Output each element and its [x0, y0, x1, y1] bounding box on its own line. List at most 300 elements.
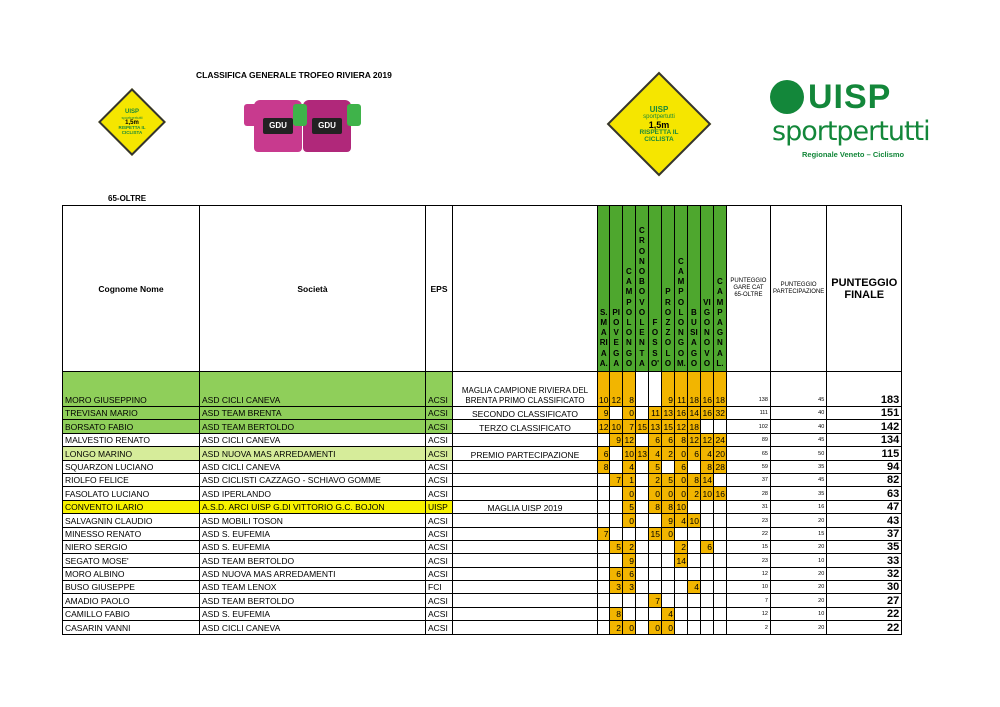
final-score: 94 — [827, 460, 902, 473]
table-row — [63, 500, 902, 513]
race-score — [687, 567, 700, 580]
points-cat-cell: 22 — [726, 527, 770, 540]
race-score: 8 — [661, 500, 674, 513]
race-score — [635, 594, 648, 607]
col-header-race: FOSSO' — [648, 206, 661, 372]
race-score — [687, 500, 700, 513]
eps-cell: ACSI — [426, 567, 453, 580]
race-score: 10 — [598, 372, 610, 407]
eps-cell: ACSI — [426, 594, 453, 607]
rispetta-ciclista-logo-center: UISP sportpertutti 1,5m RISPETTA IL CICLISTA — [607, 72, 711, 176]
team-name: ASD S. EUFEMIA — [200, 527, 426, 540]
race-score — [635, 540, 648, 553]
award-note — [453, 554, 598, 567]
table-row — [63, 460, 902, 473]
table-row — [63, 567, 902, 580]
race-score — [610, 514, 622, 527]
team-name: ASD MOBILI TOSON — [200, 514, 426, 527]
race-score — [635, 372, 648, 407]
race-score — [610, 487, 622, 500]
race-score — [700, 621, 713, 634]
race-score — [687, 460, 700, 473]
race-score — [598, 433, 610, 446]
eps-cell: ACSI — [426, 372, 453, 407]
final-score: 32 — [827, 567, 902, 580]
race-score — [598, 500, 610, 513]
race-score: 0 — [622, 487, 635, 500]
race-score — [622, 594, 635, 607]
race-score — [700, 554, 713, 567]
race-score: 4 — [622, 460, 635, 473]
team-name: ASD TEAM BERTOLDO — [200, 420, 426, 433]
race-score — [687, 554, 700, 567]
race-score — [635, 473, 648, 486]
race-score: 7 — [622, 420, 635, 433]
jersey-image-2: GDU — [303, 100, 351, 152]
team-name: ASD CICLISTI CAZZAGO - SCHIAVO GOMME — [200, 473, 426, 486]
race-score — [700, 581, 713, 594]
race-score — [713, 594, 726, 607]
race-score: 10 — [611, 421, 621, 432]
eps-cell: ACSI — [426, 487, 453, 500]
participation-cell: 40 — [770, 420, 826, 433]
athlete-name: TREVISAN MARIO — [63, 407, 200, 420]
race-score — [687, 594, 700, 607]
athlete-name: MINESSO RENATO — [63, 527, 200, 540]
race-score — [648, 514, 661, 527]
race-score — [713, 473, 726, 486]
table-row — [63, 407, 902, 420]
race-score: 6 — [674, 460, 687, 473]
award-note: PREMIO PARTECIPAZIONE — [453, 447, 598, 460]
race-score — [661, 581, 674, 594]
race-score — [622, 527, 635, 540]
race-score: 6 — [687, 447, 700, 460]
race-score: 11 — [648, 407, 661, 420]
col-header-race: PIOVEGA — [610, 206, 622, 372]
ranking-table — [62, 205, 902, 635]
col-header-note — [453, 206, 598, 372]
eps-cell: ACSI — [426, 420, 453, 433]
race-score: 8 — [648, 500, 661, 513]
race-score: 4 — [661, 607, 674, 620]
race-score — [674, 527, 687, 540]
race-score — [674, 567, 687, 580]
table-row — [63, 554, 902, 567]
table-row — [63, 527, 902, 540]
race-score — [610, 500, 622, 513]
team-name: ASD TEAM LENOX — [200, 581, 426, 594]
final-score: 134 — [827, 433, 902, 446]
points-cat-cell: 65 — [726, 447, 770, 460]
race-score: 6 — [610, 567, 622, 580]
race-score: 13 — [635, 447, 648, 460]
race-score — [648, 581, 661, 594]
race-score — [598, 567, 610, 580]
race-score: 9 — [622, 554, 635, 567]
race-score — [713, 527, 726, 540]
participation-cell: 45 — [770, 372, 826, 407]
final-score: 43 — [827, 514, 902, 527]
points-cat-cell: 102 — [726, 420, 770, 433]
final-score: 47 — [827, 500, 902, 513]
race-score — [661, 567, 674, 580]
athlete-name: FASOLATO LUCIANO — [63, 487, 200, 500]
race-score: 3 — [622, 581, 635, 594]
participation-cell: 15 — [770, 527, 826, 540]
team-name: ASD NUOVA MAS ARREDAMENTI — [200, 567, 426, 580]
race-score — [713, 567, 726, 580]
race-score: 28 — [713, 460, 726, 473]
race-score — [648, 607, 661, 620]
race-score — [674, 581, 687, 594]
athlete-name: BUSO GIUSEPPE — [63, 581, 200, 594]
award-note — [453, 594, 598, 607]
points-cat-cell: 2 — [726, 621, 770, 634]
col-header-name: Cognome Nome — [63, 206, 200, 372]
eps-cell: ACSI — [426, 514, 453, 527]
final-score: 63 — [827, 487, 902, 500]
col-header-team: Società — [200, 206, 426, 372]
race-score — [687, 540, 700, 553]
race-score — [700, 594, 713, 607]
race-score: 9 — [598, 407, 610, 420]
points-cat-cell: 37 — [726, 473, 770, 486]
eps-cell: ACSI — [426, 527, 453, 540]
race-score — [674, 621, 687, 634]
rispetta-ciclista-logo-left: UISP sportpertutti 1,5m RISPETTA IL CICLISTA — [98, 88, 166, 156]
race-score — [635, 514, 648, 527]
final-score: 183 — [827, 372, 902, 407]
race-score — [598, 581, 610, 594]
points-cat-cell: 31 — [726, 500, 770, 513]
points-cat-cell: 15 — [726, 540, 770, 553]
race-score — [635, 433, 648, 446]
participation-cell: 20 — [770, 514, 826, 527]
race-score: 1 — [622, 473, 635, 486]
race-score: 12 — [687, 433, 700, 446]
participation-cell: 20 — [770, 621, 826, 634]
race-score: 6 — [661, 433, 674, 446]
participation-cell: 50 — [770, 447, 826, 460]
race-score: 0 — [622, 514, 635, 527]
race-score — [661, 554, 674, 567]
race-score: 7 — [610, 473, 622, 486]
race-score: 3 — [610, 581, 622, 594]
race-score — [635, 607, 648, 620]
participation-cell: 20 — [770, 567, 826, 580]
race-score: 0 — [661, 527, 674, 540]
points-cat-cell: 7 — [726, 594, 770, 607]
award-note — [453, 514, 598, 527]
eps-cell: ACSI — [426, 433, 453, 446]
team-name: ASD NUOVA MAS ARREDAMENTI — [200, 447, 426, 460]
race-score: 2 — [661, 447, 674, 460]
race-score — [713, 540, 726, 553]
athlete-name: MORO GIUSEPPINO — [63, 372, 200, 407]
athlete-name: SEGATO MOSE' — [63, 554, 200, 567]
table-row — [63, 433, 902, 446]
race-score: 4 — [648, 447, 661, 460]
race-score: 2 — [648, 473, 661, 486]
award-note: MAGLIA CAMPIONE RIVIERA DEL BRENTA PRIMO CLASSIFICATO — [453, 372, 598, 407]
points-cat-cell: 89 — [726, 433, 770, 446]
race-score — [635, 407, 648, 420]
award-note — [453, 581, 598, 594]
table-row — [63, 581, 902, 594]
race-score — [700, 500, 713, 513]
race-score: 12 — [599, 421, 609, 432]
race-score: 8 — [687, 473, 700, 486]
athlete-name: SALVAGNIN CLAUDIO — [63, 514, 200, 527]
team-name: ASD CICLI CANEVA — [200, 372, 426, 407]
race-score — [687, 607, 700, 620]
table-row — [63, 473, 902, 486]
team-name: ASD TEAM BERTOLDO — [200, 594, 426, 607]
race-score — [648, 567, 661, 580]
eps-cell: ACSI — [426, 447, 453, 460]
athlete-name: CONVENTO ILARIO — [63, 500, 200, 513]
col-header-participation: PUNTEGGIO PARTECIPAZIONE — [770, 206, 826, 372]
race-score: 5 — [648, 460, 661, 473]
race-score — [713, 554, 726, 567]
race-score — [635, 581, 648, 594]
points-cat-cell: 23 — [726, 554, 770, 567]
race-score: 6 — [700, 540, 713, 553]
eps-cell: ACSI — [426, 621, 453, 634]
race-score: 24 — [713, 433, 726, 446]
participation-cell: 16 — [770, 500, 826, 513]
page-title: CLASSIFICA GENERALE TROFEO RIVIERA 2019 — [196, 70, 392, 80]
participation-cell: 35 — [770, 487, 826, 500]
race-score — [700, 567, 713, 580]
col-header-eps: EPS — [426, 206, 453, 372]
col-header-race: CAMPOLONGO — [622, 206, 635, 372]
race-score — [700, 527, 713, 540]
col-header-final: PUNTEGGIO FINALE — [827, 206, 902, 372]
final-score: 33 — [827, 554, 902, 567]
athlete-name: BORSATO FABIO — [63, 420, 200, 433]
race-score: 9 — [661, 514, 674, 527]
final-score: 30 — [827, 581, 902, 594]
race-score — [713, 500, 726, 513]
race-score — [635, 487, 648, 500]
col-header-race: PROZZOLO — [661, 206, 674, 372]
athlete-name: MORO ALBINO — [63, 567, 200, 580]
race-score: 16 — [674, 407, 687, 420]
final-score: 22 — [827, 607, 902, 620]
team-name: ASD CICLI CANEVA — [200, 460, 426, 473]
race-score: 2 — [687, 487, 700, 500]
participation-cell: 20 — [770, 540, 826, 553]
race-score — [713, 607, 726, 620]
eps-cell: ACSI — [426, 460, 453, 473]
race-score — [598, 554, 610, 567]
race-score — [610, 407, 622, 420]
race-score: 0 — [674, 487, 687, 500]
race-score — [648, 372, 661, 407]
race-score — [598, 621, 610, 634]
race-score: 5 — [661, 473, 674, 486]
final-score: 35 — [827, 540, 902, 553]
participation-cell: 45 — [770, 473, 826, 486]
race-score — [635, 460, 648, 473]
team-name: ASD S. EUFEMIA — [200, 540, 426, 553]
race-score — [610, 527, 622, 540]
table-row — [63, 420, 902, 433]
table-row — [63, 540, 902, 553]
eps-cell: FCI — [426, 581, 453, 594]
race-score — [610, 554, 622, 567]
race-score: 0 — [622, 407, 635, 420]
participation-cell: 20 — [770, 581, 826, 594]
team-name: ASD IPERLANDO — [200, 487, 426, 500]
race-score: 4 — [700, 447, 713, 460]
table-row — [63, 621, 902, 634]
award-note — [453, 607, 598, 620]
cyclist-icon — [770, 80, 804, 114]
race-score — [713, 621, 726, 634]
race-score: 8 — [674, 433, 687, 446]
race-score — [661, 594, 674, 607]
race-score — [635, 527, 648, 540]
race-score: 2 — [674, 540, 687, 553]
col-header-race: CAMPOLONGO M. — [674, 206, 687, 372]
race-score: 13 — [661, 407, 674, 420]
race-score: 14 — [674, 554, 687, 567]
race-score: 12 — [622, 433, 635, 446]
jersey-image-1: GDU — [254, 100, 302, 152]
race-score — [598, 487, 610, 500]
race-score — [687, 621, 700, 634]
final-score: 115 — [827, 447, 902, 460]
points-cat-cell: 111 — [726, 407, 770, 420]
points-cat-cell: 10 — [726, 581, 770, 594]
race-score: 4 — [687, 581, 700, 594]
race-score — [648, 540, 661, 553]
race-score: 0 — [661, 487, 674, 500]
race-score: 9 — [610, 433, 622, 446]
race-score — [700, 420, 713, 433]
category-label: 65-OLTRE — [108, 194, 147, 203]
race-score: 12 — [674, 420, 687, 433]
race-score: 0 — [622, 621, 635, 634]
race-score: 6 — [598, 447, 610, 460]
race-score — [635, 567, 648, 580]
col-header-race: S. MARIA A. — [598, 206, 610, 372]
athlete-name: LONGO MARINO — [63, 447, 200, 460]
race-score: 8 — [622, 372, 635, 407]
award-note — [453, 527, 598, 540]
final-score: 151 — [827, 407, 902, 420]
race-score: 15 — [635, 420, 648, 433]
race-score: 16 — [700, 407, 713, 420]
race-score: 2 — [622, 540, 635, 553]
race-score — [635, 621, 648, 634]
race-score: 18 — [687, 420, 700, 433]
race-score — [648, 554, 661, 567]
points-cat-cell: 138 — [726, 372, 770, 407]
award-note: TERZO CLASSIFICATO — [453, 420, 598, 433]
athlete-name: CASARIN VANNI — [63, 621, 200, 634]
race-score: 10 — [674, 500, 687, 513]
final-score: 22 — [827, 621, 902, 634]
bike-car-icon: 1,5m — [125, 120, 139, 126]
race-score — [635, 554, 648, 567]
race-score — [598, 514, 610, 527]
race-score: 18 — [713, 372, 726, 407]
race-score: 7 — [598, 527, 610, 540]
race-score: 16 — [700, 372, 713, 407]
race-score: 16 — [713, 487, 726, 500]
race-score — [622, 607, 635, 620]
race-score: 0 — [674, 473, 687, 486]
race-score — [713, 514, 726, 527]
award-note: SECONDO CLASSIFICATO — [453, 407, 598, 420]
eps-cell: ACSI — [426, 554, 453, 567]
award-note — [453, 567, 598, 580]
participation-cell: 40 — [770, 407, 826, 420]
athlete-name: MALVESTIO RENATO — [63, 433, 200, 446]
eps-cell: ACSI — [426, 540, 453, 553]
final-score: 37 — [827, 527, 902, 540]
race-score — [674, 607, 687, 620]
eps-cell: ACSI — [426, 407, 453, 420]
race-score: 0 — [674, 447, 687, 460]
table-row — [63, 447, 902, 460]
race-score: 6 — [648, 433, 661, 446]
participation-cell: 10 — [770, 554, 826, 567]
athlete-name: SQUARZON LUCIANO — [63, 460, 200, 473]
race-score — [610, 447, 622, 460]
award-note — [453, 487, 598, 500]
race-score: 10 — [622, 447, 635, 460]
race-score: 5 — [610, 540, 622, 553]
race-score — [687, 527, 700, 540]
race-score: 7 — [648, 594, 661, 607]
athlete-name: NIERO SERGIO — [63, 540, 200, 553]
race-score — [713, 581, 726, 594]
final-score: 27 — [827, 594, 902, 607]
points-cat-cell: 12 — [726, 567, 770, 580]
table-row — [63, 607, 902, 620]
race-score: 18 — [687, 372, 700, 407]
race-score — [713, 420, 726, 433]
award-note — [453, 621, 598, 634]
team-name: ASD CICLI CANEVA — [200, 433, 426, 446]
table-row — [63, 487, 902, 500]
race-score: 0 — [648, 621, 661, 634]
race-score: 0 — [661, 621, 674, 634]
race-score: 8 — [700, 460, 713, 473]
team-name: ASD CICLI CANEVA — [200, 621, 426, 634]
race-score — [610, 594, 622, 607]
race-score: 15 — [661, 420, 674, 433]
team-name: ASD TEAM BRENTA — [200, 407, 426, 420]
race-score — [700, 514, 713, 527]
race-score: 11 — [674, 372, 687, 407]
race-score — [674, 594, 687, 607]
race-score — [598, 594, 610, 607]
race-score: 14 — [700, 473, 713, 486]
race-score — [598, 607, 610, 620]
points-cat-cell: 59 — [726, 460, 770, 473]
final-score: 142 — [827, 420, 902, 433]
team-name: A.S.D. ARCI UISP G.DI VITTORIO G.C. BOJON — [200, 500, 426, 513]
race-score: 8 — [610, 607, 622, 620]
race-score: 8 — [598, 460, 610, 473]
race-score — [598, 540, 610, 553]
